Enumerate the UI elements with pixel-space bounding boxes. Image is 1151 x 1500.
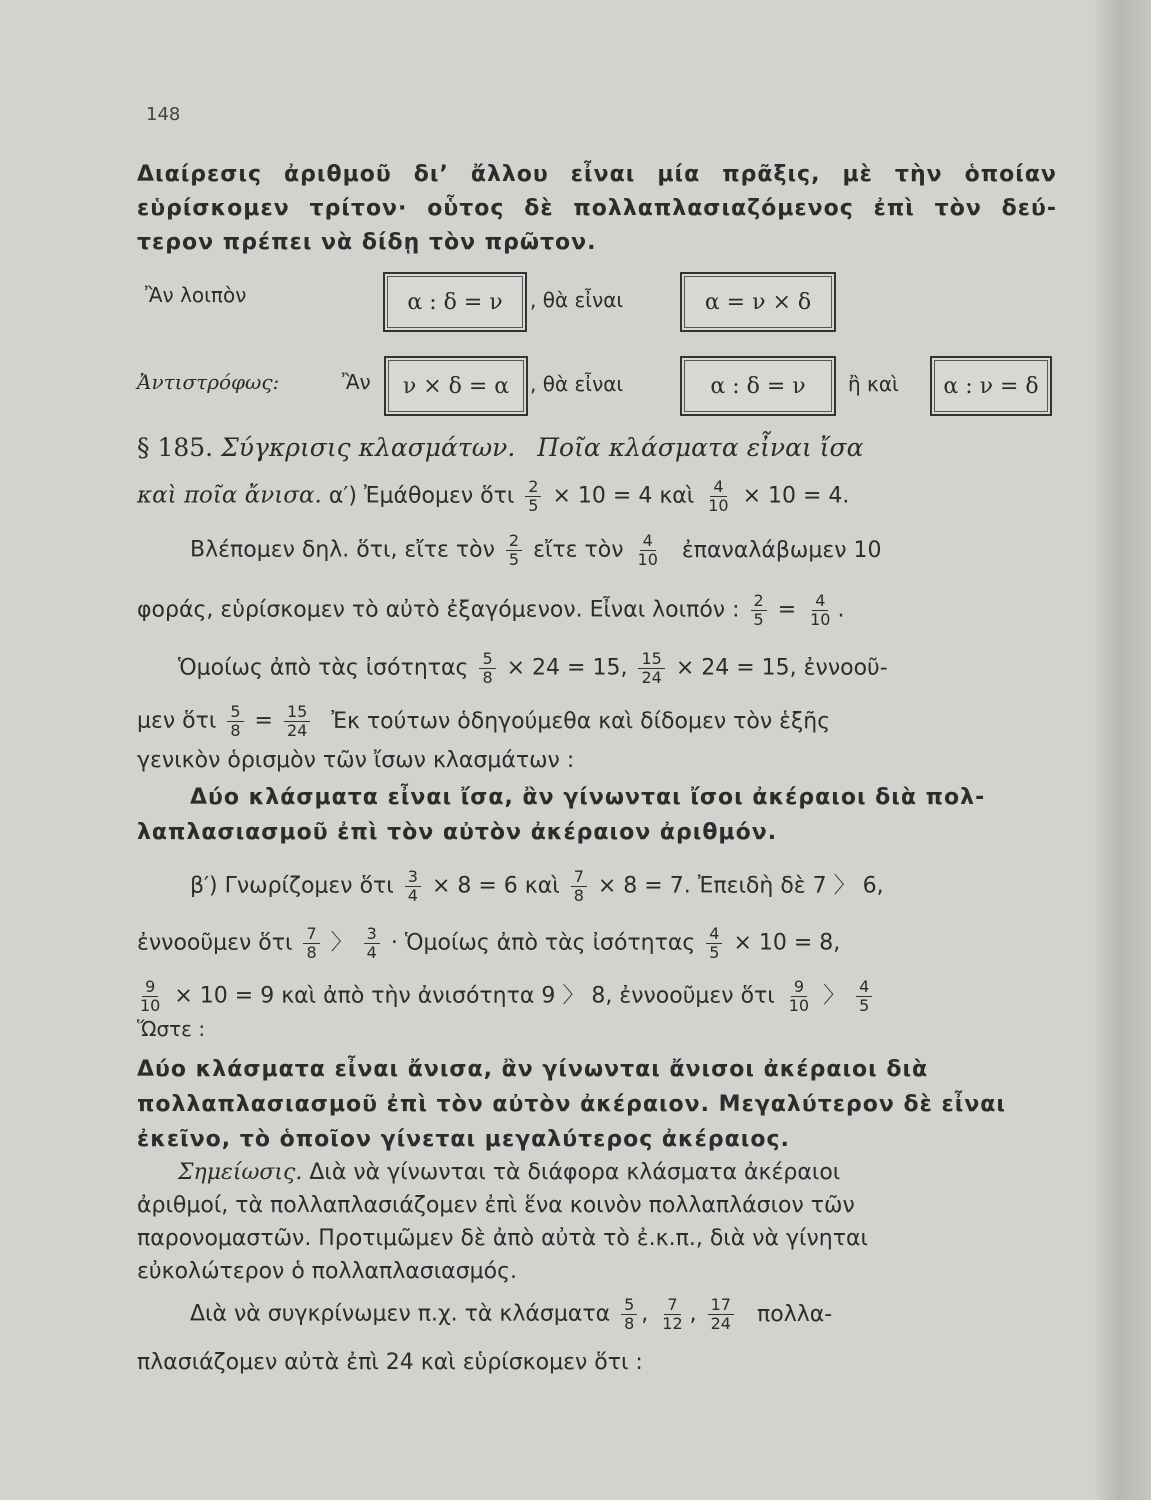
note-line-2: ἀριθμοί, τὰ πολλαπλασιάζομεν ἐπὶ ἕνα κοινὸν πολλαπλάσιον τῶν	[137, 1193, 855, 1218]
formula-box-3: ν × δ = α	[384, 356, 528, 416]
we-see-line-1: Βλέπομεν δηλ. ὅτι, εἴτε τὸν $\frac{2}{5}$ εἴτε τὸν $\frac{4}{10}$ ἐπαναλάβωμεν 10	[190, 531, 882, 569]
page-number: 148	[146, 104, 181, 125]
will-be-label-2: , θὰ εἶναι	[530, 372, 624, 396]
rule-1-line-2: λαπλασιασμοῦ ἐπὶ τὸν αὐτὸν ἀκέραιον ἀριθμόν.	[137, 820, 778, 845]
final-line-1: Διὰ νὰ συγκρίνωμεν π.χ. τὰ κλάσματα $\frac{5}{8}$ , $\frac{7}{12}$ , $\frac{17}{24}$ πολλα-	[190, 1295, 833, 1333]
note-line-3: παρονομαστῶν. Προτιμῶμεν δὲ ἀπὸ αὐτὰ τὸ ἐ.κ.π., διὰ νὰ γίνηται	[137, 1226, 868, 1251]
formula-box-1: α : δ = ν	[383, 272, 527, 332]
formula-box-2: α = ν × δ	[680, 272, 836, 332]
beta-line-3: $\frac{9}{10}$ × 10 = 9 καὶ ἀπὸ τὴν ἀνισότητα 9 〉 8, ἐννοοῦμεν ὅτι $\frac{9}{10}$ 〉 $\frac{4}{5}$	[137, 978, 1057, 1015]
similarly-line-1: Ὁμοίως ἀπὸ τὰς ἰσότητας $\frac{5}{8}$ × 24 = 15, $\frac{15}{24}$ × 24 = 15, ἐννοοῦ-	[178, 649, 888, 687]
we-see-line-2: φοράς, εὑρίσκομεν τὸ αὐτὸ ἐξαγόμενον. Εἶναι λοιπόν : $\frac{2}{5}$ = $\frac{4}{10}$ .	[137, 591, 845, 629]
rule-2-line-3: ἐκεῖνο, τὸ ὁποῖον γίνεται μεγαλύτερος ἀκέραιος.	[137, 1127, 790, 1152]
rule-1-line-1: Δύο κλάσματα εἶναι ἴσα, ἂν γίνωνται ἴσοι ἀκέραιοι διὰ πολ-	[190, 785, 986, 810]
beta-line-2: ἐννοοῦμεν ὅτι $\frac{7}{8}$ 〉 $\frac{3}{4}$ · Ὁμοίως ἀπὸ τὰς ἰσότητας $\frac{4}{5}$ × 10 = 8,	[137, 924, 841, 962]
if-label-2: Ἂν	[342, 370, 371, 394]
rule-2-line-1: Δύο κλάσματα εἶναι ἄνισα, ἂν γίνωνται ἄνισοι ἀκέραιοι διὰ	[137, 1057, 929, 1082]
final-line-2: πλασιάζομεν αὐτὰ ἐπὶ 24 καὶ εὑρίσκομεν ὅτι :	[137, 1350, 643, 1375]
will-be-label-1: , θὰ εἶναι	[530, 288, 624, 312]
or-also-label: ἢ καὶ	[848, 372, 899, 396]
formula-box-4: α : δ = ν	[680, 356, 836, 416]
note-line-1: Σημείωσις. Διὰ νὰ γίνωνται τὰ διάφορα κλάσματα ἀκέραιοι	[178, 1160, 841, 1185]
note-line-4: εὐκολώτερον ὁ πολλαπλασιασμός.	[137, 1259, 517, 1284]
page-edge-shadow	[1093, 0, 1151, 1500]
if-label: Ἂν λοιπὸν	[145, 283, 247, 307]
intro-line-1: Διαίρεσις ἀριθμοῦ δι’ ἄλλου εἶναι μία πρᾶξις, μὲ τὴν ὁποίαν	[137, 162, 1057, 187]
intro-line-3: τερον πρέπει νὰ δίδῃ τὸν πρῶτον.	[137, 230, 597, 255]
similarly-line-3: γενικὸν ὁρισμὸν τῶν ἴσων κλασμάτων :	[137, 748, 575, 773]
beta-line-1: β′) Γνωρίζομεν ὅτι $\frac{3}{4}$ × 8 = 6 καὶ $\frac{7}{8}$ × 8 = 7. Ἐπειδὴ δὲ 7 〉 6,	[190, 867, 884, 905]
section-line-2: καὶ ποῖα ἄνισα. α′) Ἐμάθομεν ὅτι $\frac{2}{5}$ × 10 = 4 καὶ $\frac{4}{10}$ × 10 = 4.	[137, 477, 850, 515]
fraction-2-5: $\frac{2}{5}$	[525, 478, 541, 515]
rule-2-line-2: πολλαπλασιασμοῦ ἐπὶ τὸν αὐτὸν ἀκέραιον. Μεγαλύτερον δὲ εἶναι	[137, 1092, 1006, 1117]
formula-box-5: α : ν = δ	[930, 356, 1052, 416]
beta-so-label: Ὥστε :	[137, 1017, 206, 1041]
similarly-line-2: μεν ὅτι $\frac{5}{8}$ = $\frac{15}{24}$ Ἐκ τούτων ὁδηγούμεθα καὶ δίδομεν τὸν ἑξῆς	[137, 702, 831, 740]
section-heading: § 185. Σύγκρισις κλασμάτων. Ποῖα κλάσματα εἶναι ἴσα	[137, 433, 864, 462]
fraction-4-10: $\frac{4}{10}$	[708, 477, 729, 515]
intro-line-2: εὑρίσκομεν τρίτον· οὗτος δὲ πολλαπλασιαζόμενος ἐπὶ τὸν δεύ-	[137, 196, 1057, 221]
conversely-label: Ἀντιστρόφως:	[137, 370, 280, 394]
